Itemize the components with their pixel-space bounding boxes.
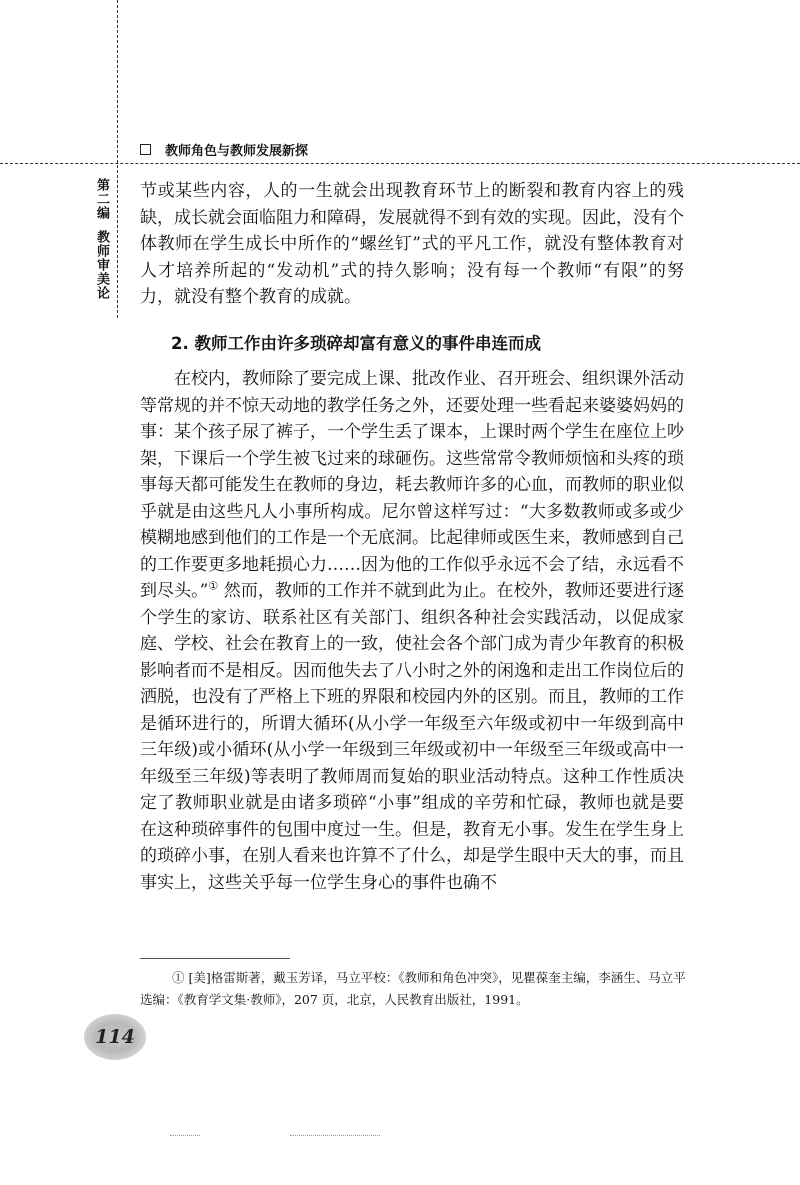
side-label-part: 第二编	[94, 178, 109, 220]
paragraph-2-text-b: 然而，教师的工作并不就到此为止。在校外，教师还要进行逐个学生的家访、联系社区有关部门、组织各种社会实践活动，以促成家庭、学校、社会在教育上的一致，使社会各个部门成为青少年教育的积极影响者而不是相反。因而他失去了八小时之外的闲逸和走出工作岗位后的洒脱，也没有了严格上下班的界限和校园内外的区别。而且，教师的工作是循环进行的，所谓大循环(从小学一年级至六年级或初中一年级到高中三年级)或小循环(从小学一年级到三年级或初中一年级至三年级或高中一年级至三年级)等表明了教师周而复始的职业活动特点。这种工作性质决定了教师职业就是由诸多琐碎“小事”组成的辛劳和忙碌，教师也就是要在这种琐碎事件的包围中度过一生。但是，教育无小事。发生在学生身上的琐碎小事，在别人看来也许算不了什么，却是学生眼中天大的事，而且事实上，这些关乎每一位学生身心的事件也确不	[140, 581, 684, 893]
square-icon	[140, 144, 151, 155]
running-header	[140, 140, 308, 159]
section-heading: 2. 教师工作由许多琐碎却富有意义的事件串连而成	[171, 334, 541, 353]
paragraph-2	[140, 366, 684, 896]
footnote-marker: ①	[208, 579, 219, 593]
margin-guide-vertical	[117, 0, 118, 318]
scan-artifact	[290, 1135, 380, 1138]
side-label-section: 教师审美论	[94, 230, 109, 300]
page-number: 114	[84, 1014, 146, 1060]
header-title: 教师角色与教师发展新探	[165, 144, 309, 159]
paragraph-1: 节或某些内容，人的一生就会出现教育环节上的断裂和教育内容上的残缺，成长就会面临阻力和障碍，发展就得不到有效的实现。因此，没有个体教师在学生成长中所作的“螺丝钉”式的平凡工作，就没有整体教育对人才培养所起的“发动机”式的持久影响；没有每一个教师“有限”的努力，就没有整个教育的成就。	[140, 181, 684, 307]
footnote: ① [美]格雷斯著，戴玉芳译，马立平校：《教师和角色冲突》，见瞿葆奎主编，李涵生、马立平选编：《教育学文集·教师》，207 页，北京，人民教育出版社，1991。	[140, 970, 686, 1007]
side-label	[93, 178, 109, 300]
header-rule	[0, 163, 800, 164]
scan-artifact	[170, 1135, 200, 1138]
paragraph-2-text-a: 在校内，教师除了要完成上课、批改作业、召开班会、组织课外活动等常规的并不惊天动地的教学任务之外，还要处理一些看起来婆婆妈妈的事：某个孩子尿了裤子，一个学生丢了课本，上课时两个学生在座位上吵架，下课后一个学生被飞过来的球砸伤。这些常常令教师烦恼和头疼的琐事每天都可能发生在教师的身边，耗去教师许多的心血，而教师的职业似乎就是由这些凡人小事所构成。尼尔曾这样写过：“大多数教师或多或少模糊地感到他们的工作是一个无底洞。比起律师或医生来，教师感到自己的工作要更多地耗损心力……因为他的工作似乎永远不会了结，永远看不到尽头。”	[140, 369, 684, 601]
footnote-rule	[140, 958, 290, 959]
